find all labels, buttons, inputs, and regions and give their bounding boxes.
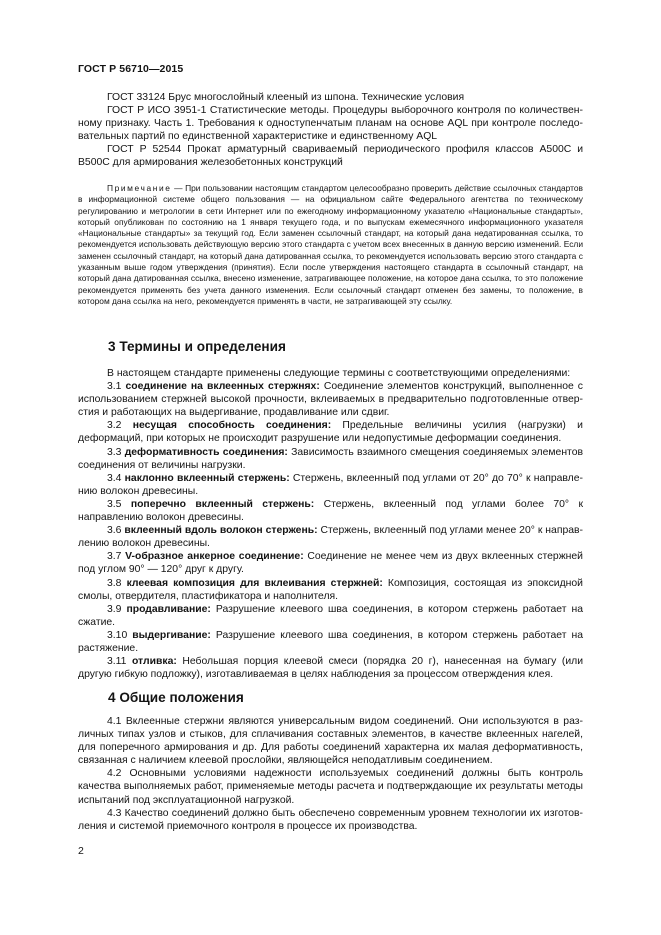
term-text: Композиция, состоящая из эпоксидной смолы, отвердителя, пластификатора и наполнителя. bbox=[78, 577, 583, 602]
term-text: Зависимость взаимного смещения соединяемых элементов соединения от величины нагрузки. bbox=[78, 446, 583, 471]
term-number: 3.5 bbox=[107, 498, 131, 510]
term-number: 3.1 bbox=[107, 381, 126, 393]
term-text: Соединение элементов конструкций, выполненное с использованием стержней высокой прочности, вклеиваемых в предварительно подготовленные отверстия и работающих на выдергивание, продавливание или сдвиг. bbox=[78, 381, 583, 419]
page-number: 2 bbox=[78, 845, 84, 857]
term-text: Стержень, вклеенный под углами менее 20° к направлению волокон древесины. bbox=[78, 525, 583, 550]
document-header: ГОСТ Р 56710—2015 bbox=[78, 63, 184, 75]
term-number: 3.11 bbox=[107, 656, 132, 668]
section-3-body bbox=[78, 367, 583, 681]
note-paragraph bbox=[78, 183, 583, 307]
term-name: клеевая композиция для вклеивания стержней: bbox=[126, 577, 383, 589]
term-text: Разрушение клеевого шва соединения, в котором стержень работает на растяжение. bbox=[78, 629, 583, 654]
note-block bbox=[78, 183, 583, 307]
normative-references bbox=[78, 91, 583, 170]
term-text: Предельные величины усилия (нагрузки) и деформаций, при которых не происходит разрушение или недопустимые деформации соединения. bbox=[78, 420, 583, 445]
term-definition bbox=[78, 577, 583, 603]
section-4-paragraph: 4.3 Качество соединений должно быть обеспечено современным уровнем технологии их изготовления и системой приемочного контроля в процессе их производства. bbox=[78, 807, 583, 832]
term-name: продавливание: bbox=[126, 603, 211, 615]
term-name: деформативность соединения: bbox=[124, 446, 288, 458]
term-text: Стержень, вклеенный под углами более 70° к направлению волокон древесины. bbox=[78, 498, 583, 524]
term-definition bbox=[78, 524, 583, 550]
term-name: соединение на вклеенных стержнях: bbox=[125, 381, 320, 393]
term-name: выдергивание: bbox=[132, 629, 211, 641]
term-name: отливка: bbox=[131, 656, 177, 668]
term-definition bbox=[78, 472, 583, 498]
term-name: V-образное анкерное соединение: bbox=[125, 551, 304, 563]
term-number: 3.9 bbox=[107, 603, 127, 615]
term-definition bbox=[78, 629, 583, 655]
reference-item: ГОСТ 33124 Брус многослойный клееный из шпона. Технические условия bbox=[107, 92, 465, 103]
reference-item: ГОСТ Р 52544 Прокат арматурный свариваемый периодического профиля классов А500С и В500С для армирования железобетонных конструкций bbox=[78, 144, 583, 169]
term-definition bbox=[78, 550, 583, 576]
term-definition bbox=[78, 655, 583, 681]
term-definition bbox=[78, 603, 583, 629]
term-number: 3.3 bbox=[107, 446, 125, 458]
section-4-body bbox=[78, 715, 583, 833]
term-definition bbox=[78, 446, 583, 472]
term-name: вклеенный вдоль волокон стержень: bbox=[124, 525, 318, 537]
term-name: поперечно вклеенный стержень: bbox=[130, 498, 315, 510]
section-4-paragraph: 4.1 Вклеенные стержни являются универсальным видом соединений. Они используются в различных типах узлов и стыков, для сплачивания составных элементов, в качестве вклеенных нагелей, для поперечного армирования и др. Для работы соединений характерна их малая деформативность, связанная с наличием клеевой прослойки, являющейся неподатливым соединением. bbox=[78, 716, 583, 767]
section-4-paragraph: 4.2 Основными условиями надежности используемых соединений должны быть контроль качества выполняемых работ, применяемые методы расчета и подтверждающие их результаты методы испытаний под эксплуатационной нагрузкой. bbox=[78, 768, 583, 806]
section-3-title: 3 Термины и определения bbox=[108, 339, 286, 354]
term-definition bbox=[78, 498, 583, 524]
term-definition bbox=[78, 380, 583, 419]
term-number: 3.7 bbox=[107, 551, 126, 563]
term-number: 3.8 bbox=[107, 577, 127, 589]
term-number: 3.6 bbox=[107, 525, 125, 537]
term-name: наклонно вклеенный стержень: bbox=[124, 472, 290, 484]
term-number: 3.4 bbox=[107, 472, 125, 484]
note-lead: Примечание bbox=[107, 183, 172, 193]
section-3-intro: В настоящем стандарте применены следующие термины с соответствующими определениями: bbox=[107, 368, 571, 379]
reference-item: ГОСТ Р ИСО 3951-1 Статистические методы. Процедуры выборочного контроля по количественному признаку. Часть 1. Требования к одноступенчатым планам на основе AQL при контроле последовательных партий по единственной характеристике и единственному AQL bbox=[78, 105, 583, 143]
term-text: Стержень, вклеенный под углами от 20° до 70° к направлению волокон древесины. bbox=[78, 472, 583, 497]
term-number: 3.10 bbox=[107, 629, 133, 641]
term-text: Соединение не менее чем из двух вклеенных стержней под углом 90° — 120° друг к другу. bbox=[78, 551, 583, 576]
term-text: Разрушение клеевого шва соединения, в котором стержень работает на сжатие. bbox=[78, 603, 583, 628]
term-definition bbox=[78, 419, 583, 445]
term-number: 3.2 bbox=[107, 420, 133, 432]
section-4-title: 4 Общие положения bbox=[108, 690, 244, 705]
term-name: несущая способность соединения: bbox=[132, 420, 332, 432]
note-text: — При пользовании настоящим стандартом целесообразно проверить действие ссылочных стандартов в информационной системе общего пользования — на официальном сайте Федерального агентства по техническому регулированию и метрологии в сети Интернет или по ежегодному информационному указателю «Национальные стандарты», который опубликован по состоянию на 1 января текущего года, и по выпускам ежемесячного информационного указателя «Национальные стандарты» за текущий год. Если заменен ссылочный стандарт, на который дана недатированная ссылка, то рекомендуется использовать действующую версию этого стандарта с учетом всех внесенных в данную версию изменений. Если заменен ссылочный стандарт, на который дана датированная ссылка, то рекомендуется использовать версию этого стандарта с указанным выше годом утверждения (принятия). Если после утверждения настоящего стандарта в ссылочный стандарт, на который дана датированная ссылка, внесено изменение, затрагивающее положение, на которое дана ссылка, то это положение рекомендуется применять без учета данного изменения. Если ссылочный стандарт отменен без замены, то положение, в котором дана ссылка на него, рекомендуется применять в части, не затрагивающей эту ссылку. bbox=[78, 183, 583, 306]
term-text: Небольшая порция клеевой смеси (порядка 20 г), нанесенная на бумагу (или другую гибкую подложку), изготавливаемая в целях наблюдения за процессом отверждения клея. bbox=[78, 656, 583, 681]
